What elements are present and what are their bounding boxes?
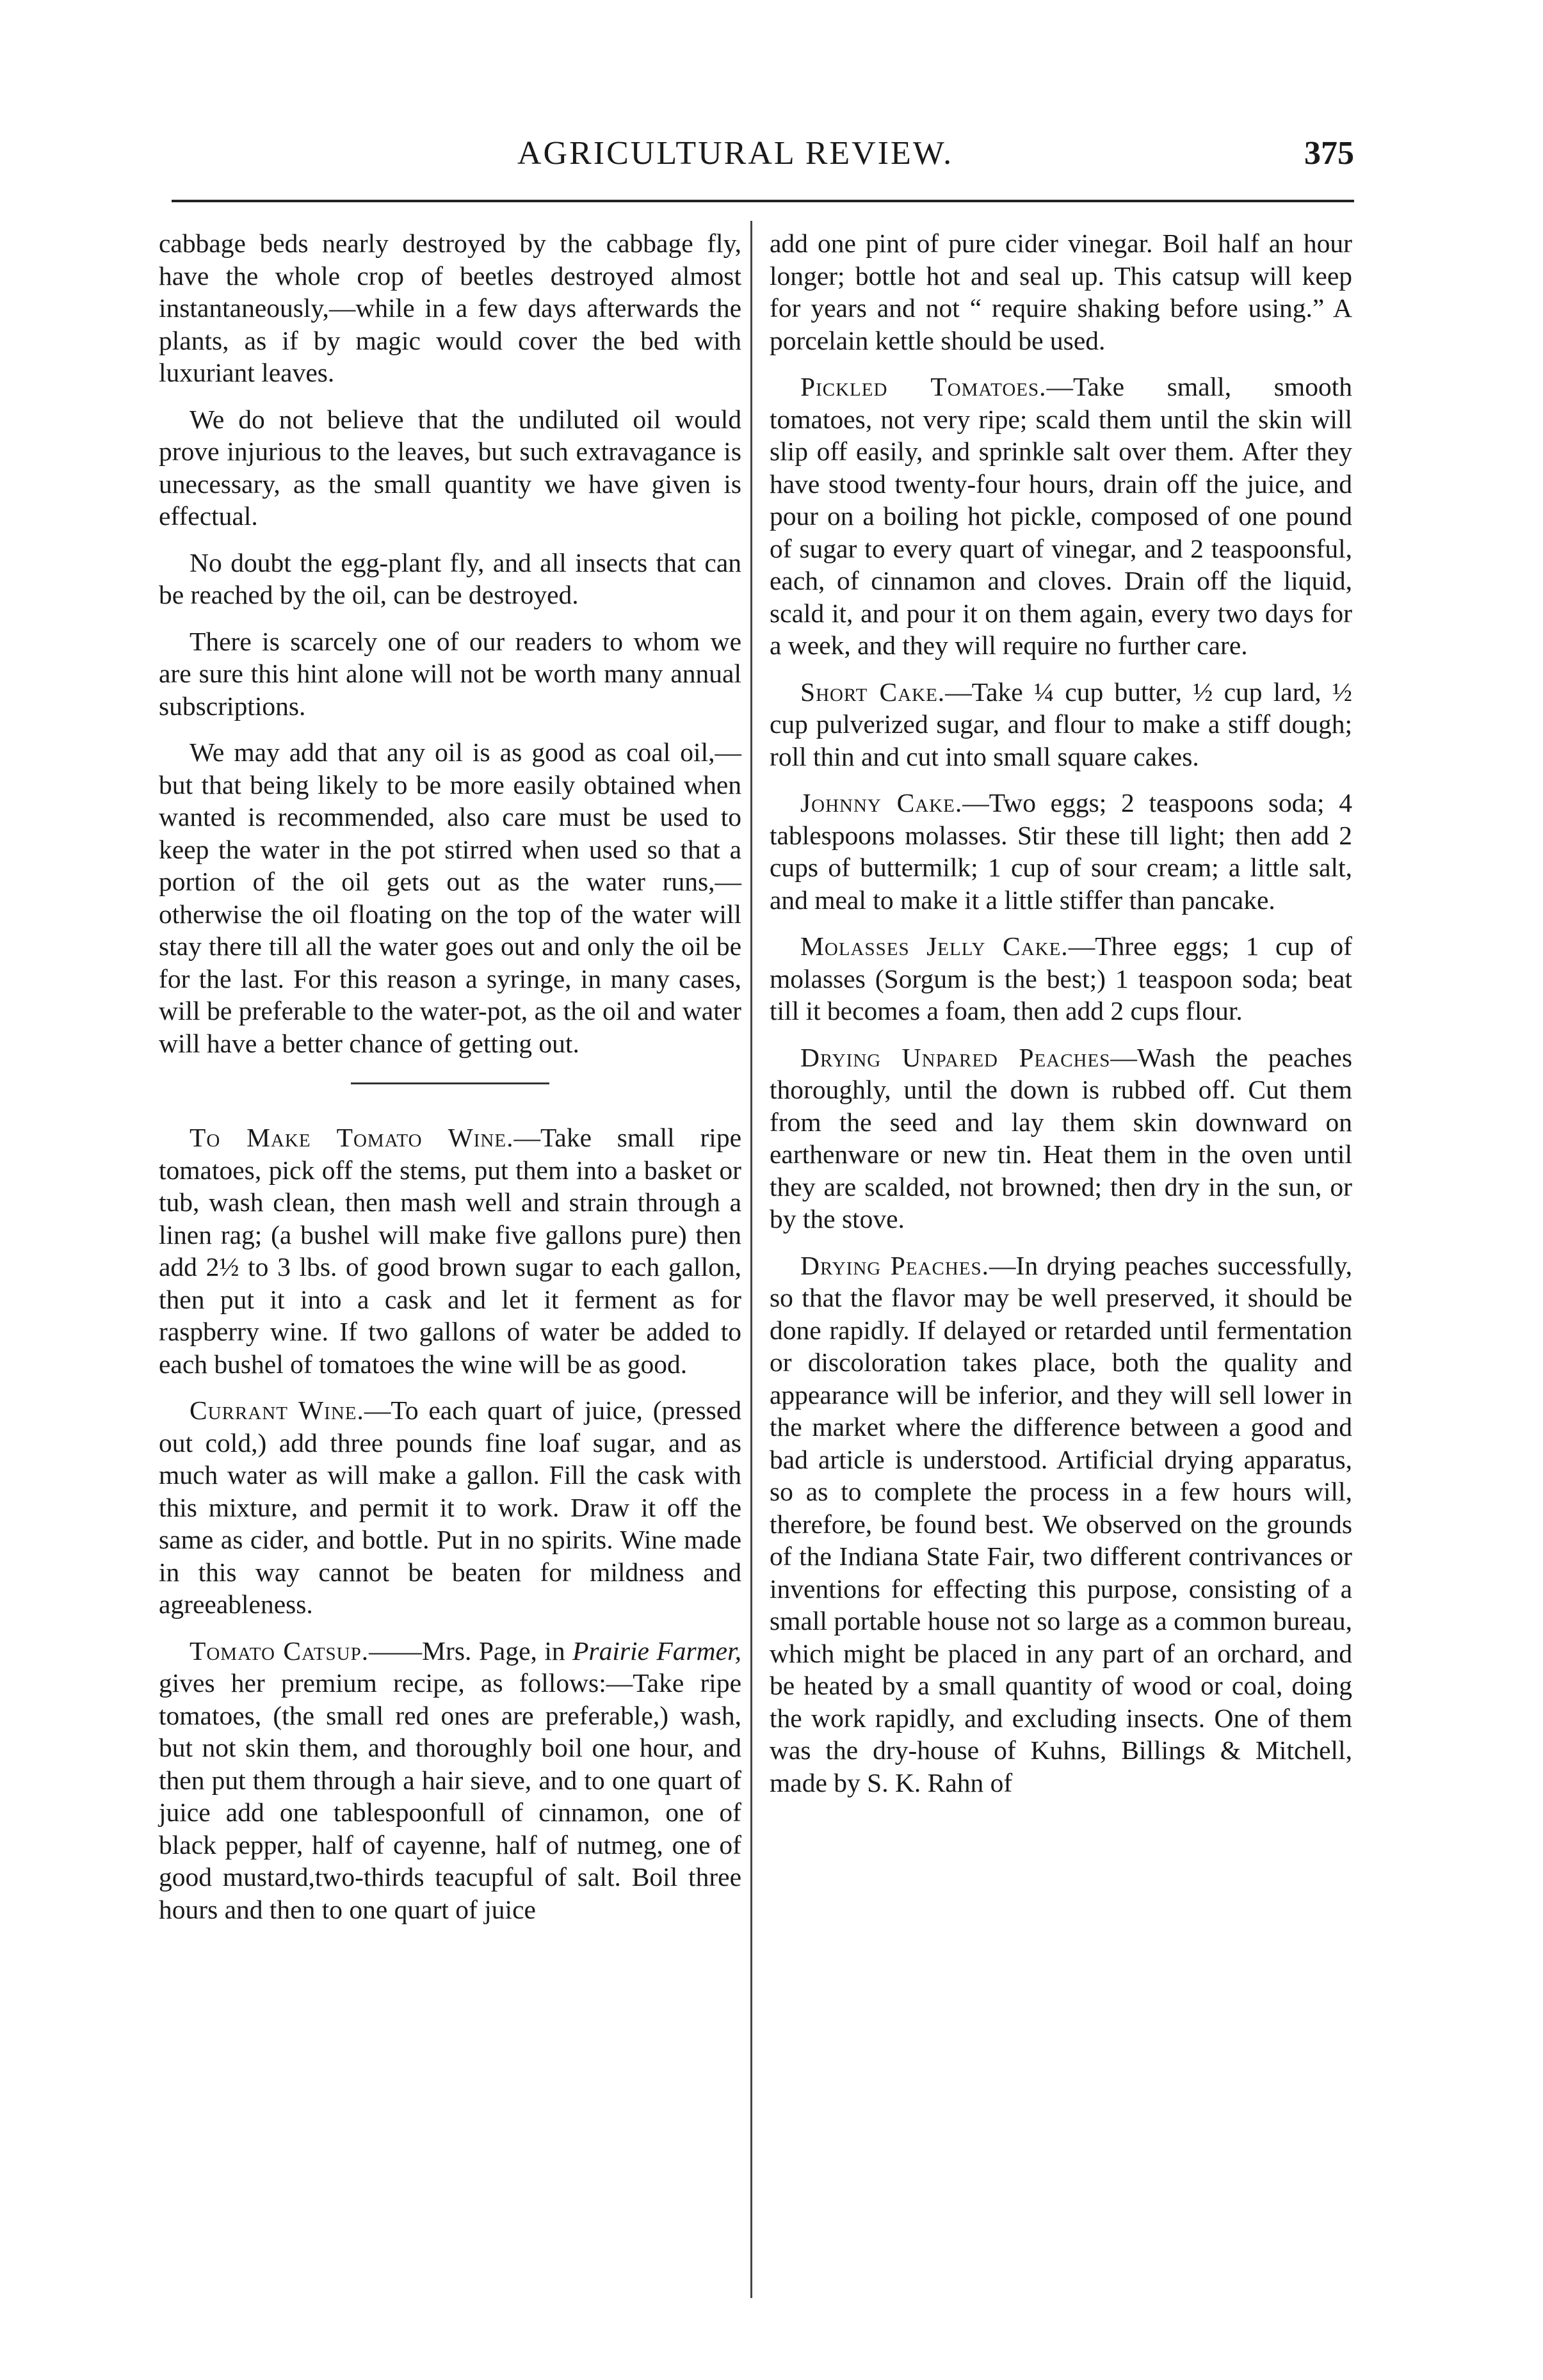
recipe-heading: Tomato Catsup. [190, 1636, 369, 1666]
paragraph: No doubt the egg-plant fly, and all insects that can be reached by the oil, can be destroyed. [159, 547, 741, 609]
recipe-tomato-catsup [159, 1635, 741, 1926]
paragraph: We may add that any oil is as good as coal oil,—but that being likely to be more easily obtained when wanted is recommended, also care must be used to keep the water in the pot stirred when used so that a portion of the oil gets out as the water runs,—otherwise the oil floating on the top of the water will stay there till all the water goes out and only the oil be for the last. For this reason a syringe, in many cases, will be preferable to the water-pot, as the oil and water will have a better chance of getting out. [159, 737, 741, 1058]
running-head [172, 134, 1354, 186]
section-separator [351, 1082, 549, 1084]
recipe-drying-peaches [770, 1250, 1352, 1799]
recipe-body: —Take small, smooth tomatoes, not very ripe; scald them until the skin will slip off easily, and sprinkle salt over them. After they have stood twenty-four hours, drain off the juice, and pour on a boiling hot pickle, composed of one pound of sugar to every quart of vinegar, and 2 teaspoonsful, each, of cinnamon and cloves. Drain off the liquid, scald it, and pour it on them again, every two days for a week, and they will require no further care. [770, 372, 1352, 660]
recipe-body: —Two eggs; 2 teaspoons soda; 4 tablespoons molasses. Stir these till light; then add 2 cups of buttermilk; 1 cup of sour cream; a little salt, and meal to make it a little stiffer than pancake. [770, 788, 1352, 915]
page-title: AGRICULTURAL REVIEW. [517, 135, 954, 172]
recipe-body: —Take small ripe tomatoes, pick off the stems, put them into a basket or tub, wash clean, then mash well and strain through a linen rag; (a bushel will make five gallons pure) then add 2½ to 3 lbs. of good brown sugar to each gallon, then put it into a cask and let it ferment as for raspberry wine. If two gallons of water be added to each bushel of tomatoes the wine will be as good. [159, 1123, 741, 1379]
paragraph: add one pint of pure cider vinegar. Boil half an hour longer; bottle hot and seal up. This catsup will keep for years and not “ require shaking before using.” A porcelain kettle should be used. [770, 229, 1352, 355]
recipe-heading: Short Cake. [800, 677, 946, 707]
column-divider [750, 221, 752, 2298]
recipe-body: gives her premium recipe, as follows:—Take ripe tomatoes, (the small red ones are preferable,) wash, but not skin them, and thoroughly boil one hour, and then put them through a hair sieve, and to one quart of juice add one tablespoonfull of cinnamon, one of black pepper, half of cayenne, half of nutmeg, one of good mustard,two-thirds teacupful of salt. Boil three hours and then to one quart of juice [159, 1668, 741, 1924]
paragraph: We do not believe that the undiluted oil would prove injurious to the leaves, but such extravagance is unecessary, as the small quantity we have given is effectual. [159, 404, 741, 531]
recipe-body: —Wash the peaches thoroughly, until the down is rubbed off. Cut them from the seed and lay them skin downward on earthenware or new tin. Heat them in the oven until they are scalded, not browned; then dry in the sun, or by the stove. [770, 1042, 1352, 1234]
recipe-body: ——Mrs. Page, in [369, 1636, 573, 1666]
recipe-body: —Take ¼ cup butter, ½ cup lard, ½ cup pulverized sugar, and flour to make a stiff dough; roll thin and cut into small square cakes. [770, 677, 1353, 771]
recipe-heading: Pickled Tomatoes. [800, 372, 1047, 401]
recipe-pickled-tomatoes [770, 371, 1352, 662]
recipe-molasses-jelly-cake [770, 930, 1352, 1027]
recipe-heading: To Make Tomato Wine. [190, 1123, 514, 1152]
right-column [770, 227, 1352, 1813]
recipe-heading: Drying Unpared Peaches [800, 1042, 1111, 1072]
paragraph: cabbage beds nearly destroyed by the cabbage fly, have the whole crop of beetles destroyed almost instantaneously,—while in a few days afterwards the plants, as if by magic would cover the bed with luxuriant leaves. [159, 229, 741, 387]
page-number: 375 [1304, 135, 1354, 172]
recipe-heading: Johnny Cake. [800, 788, 963, 817]
recipe-heading: Molasses Jelly Cake. [800, 931, 1069, 961]
recipe-johnny-cake [770, 787, 1352, 916]
recipe-currant-wine [159, 1394, 741, 1621]
recipe-heading: Drying Peaches. [800, 1250, 990, 1280]
paragraph: There is scarcely one of our readers to whom we are sure this hint alone will not be worth many annual subscriptions. [159, 626, 741, 721]
recipe-drying-unpared-peaches [770, 1041, 1352, 1235]
publication-name: Prairie Farmer, [572, 1636, 741, 1666]
left-column [159, 227, 741, 1940]
recipe-body: —To each quart of juice, (pressed out cold,) add three pounds fine loaf sugar, and as much water as will make a gallon. Fill the cask with this mixture, and permit it to work. Draw it off the same as cider, and bottle. Put in no spirits. Wine made in this way cannot be beaten for mildness and agreeableness. [159, 1395, 741, 1619]
recipe-heading: Currant Wine. [190, 1395, 364, 1425]
recipe-short-cake [770, 676, 1352, 773]
recipe-body: —Three eggs; 1 cup of molasses (Sorgum is the best;) 1 teaspoon soda; beat till it becomes a foam, then add 2 cups flour. [770, 931, 1352, 1025]
header-rule [172, 200, 1354, 202]
recipe-body: —In drying peaches successfully, so that the flavor may be well preserved, it should be done rapidly. If delayed or retarded until fermentation or discoloration takes place, both the quality and appearance will be inferior, and they will sell lower in the market where the difference between a good and bad article is understood. Artificial drying apparatus, so as to complete the process in a few hours will, therefore, be found best. We observed on the grounds of the Indiana State Fair, two different contrivances or inventions for effecting this purpose, consisting of a small portable house not so large as a common bureau, which might be placed in any part of an orchard, and be heated by a small quantity of wood or coal, doing the work rapidly, and excluding insects. One of them was the dry-house of Kuhns, Billings & Mitchell, made by S. K. Rahn of [770, 1250, 1352, 1797]
recipe-tomato-wine [159, 1122, 741, 1380]
